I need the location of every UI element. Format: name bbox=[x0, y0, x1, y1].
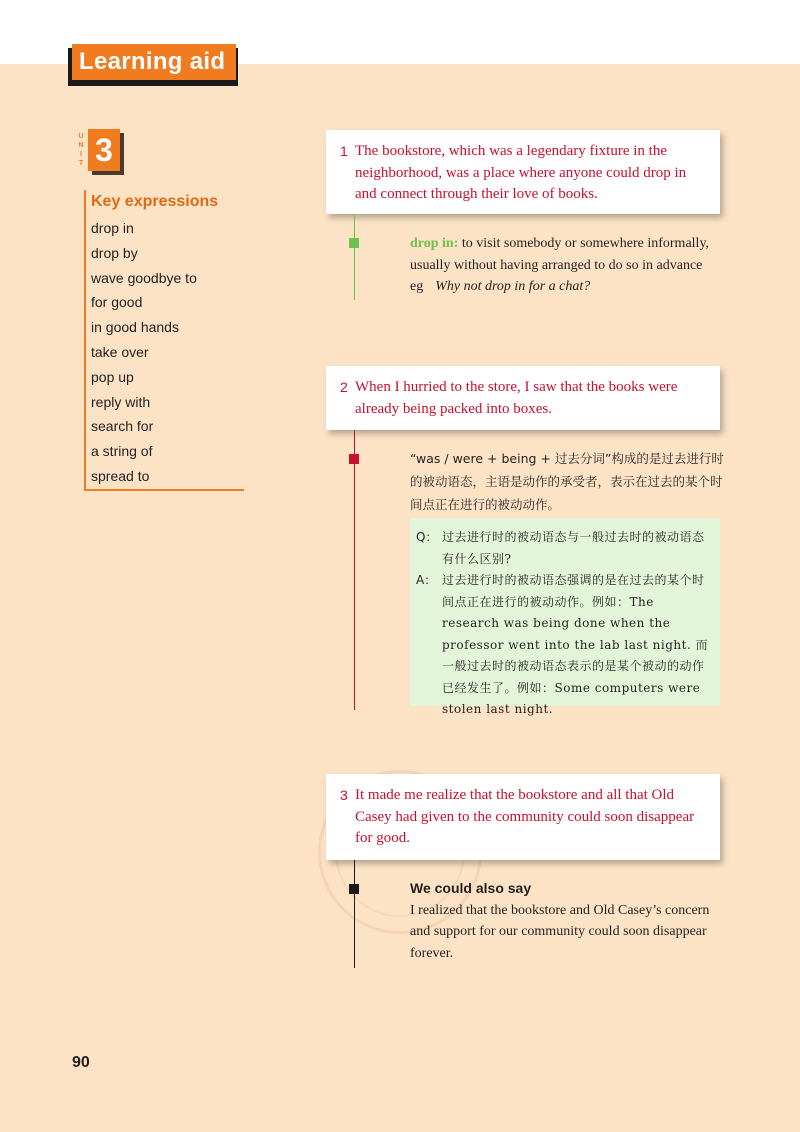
key-expression-item: for good bbox=[91, 294, 143, 311]
grammar-explanation: “was / were + being + 过去分词”构成的是过去进行时的被动语态，主语是动作的承受者，表示在过去的某个时间点正在进行的被动动作。 bbox=[410, 451, 724, 512]
sentence-text: It made me realize that the bookstore and all that Old Casey had given to the community could soon disappear for good. bbox=[355, 787, 695, 846]
sentence-text: The bookstore, which was a legendary fixture in the neighborhood, was a place where anyone could drop in and connect through their love of books. bbox=[355, 143, 687, 202]
unit-number: 3 bbox=[88, 129, 120, 171]
page-number: 90 bbox=[72, 1054, 90, 1071]
sentence-number: 1 bbox=[340, 143, 348, 159]
also-say-text: I realized that the bookstore and Old Casey’s concern and support for our community could soon disappear forever. bbox=[410, 902, 710, 961]
a-label: A： bbox=[416, 573, 437, 587]
sentence-number: 3 bbox=[340, 787, 348, 803]
key-expression-item: pop up bbox=[91, 368, 134, 385]
key-expressions-title: Key expressions bbox=[91, 193, 219, 210]
also-say-note bbox=[410, 878, 726, 964]
key-expression-item: wave goodbye to bbox=[91, 269, 197, 286]
key-expression-item: spread to bbox=[91, 467, 150, 484]
key-expression-item: take over bbox=[91, 343, 149, 360]
also-say-heading: We could also say bbox=[410, 880, 532, 896]
definition-term: drop in: bbox=[410, 236, 459, 251]
question-text: 过去进行时的被动语态与一般过去时的被动语态有什么区别? bbox=[442, 530, 705, 566]
key-expression-item: drop in bbox=[91, 220, 134, 236]
eg-label: eg bbox=[410, 279, 424, 294]
note-1-marker bbox=[349, 238, 359, 248]
definition-text: to visit somebody or somewhere informally, usually without having arranged to do so in advance bbox=[410, 236, 710, 273]
key-expression-item: reply with bbox=[91, 393, 151, 410]
definition-note bbox=[410, 233, 726, 298]
key-expressions-panel bbox=[84, 190, 244, 491]
key-expression-item: search for bbox=[91, 418, 154, 435]
q-label: Q： bbox=[416, 530, 438, 544]
note-3-marker bbox=[349, 884, 359, 894]
note-2-line bbox=[354, 430, 355, 710]
unit-label: U N I T bbox=[78, 133, 84, 167]
example-sentence: Why not drop in for a chat? bbox=[435, 279, 591, 294]
note-3-line bbox=[354, 860, 355, 968]
answer-text: 过去进行时的被动语态强调的是在过去的某个时间点正在进行的被动动作。例如：The research was being done when the professor went into the lab last night. 而一般过去时的被动语态表示的是某个被动的动作已经发生了。例如：Some computers were stolen last night. bbox=[442, 573, 709, 716]
sentence-box-3 bbox=[326, 774, 720, 860]
sentence-text: When I hurried to the store, I saw that the books were already being packed into boxes. bbox=[355, 379, 678, 417]
note-1-line bbox=[354, 214, 355, 300]
key-expression-item: a string of bbox=[91, 443, 153, 460]
qa-box bbox=[410, 518, 720, 716]
learning-aid-tab: Learning aid bbox=[72, 44, 236, 80]
key-expression-item: drop by bbox=[91, 244, 138, 261]
key-expression-item: in good hands bbox=[91, 319, 179, 336]
sentence-box-2 bbox=[326, 366, 720, 430]
note-2-marker bbox=[349, 454, 359, 464]
sentence-number: 2 bbox=[340, 379, 348, 395]
sentence-box-1 bbox=[326, 130, 720, 214]
